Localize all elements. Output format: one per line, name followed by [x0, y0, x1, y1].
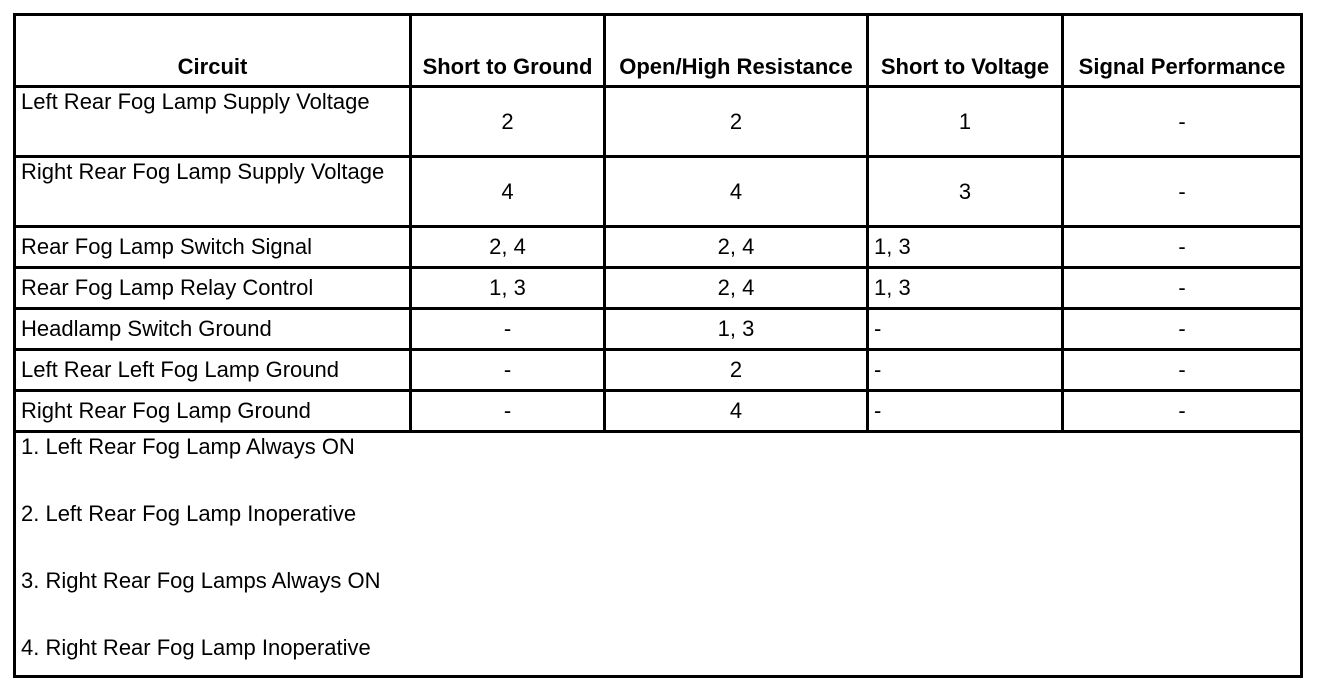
- open-high-resistance-cell: 2: [605, 87, 868, 157]
- note-item: 3. Right Rear Fog Lamps Always ON: [21, 568, 381, 593]
- signal-performance-cell: -: [1063, 268, 1302, 309]
- notes-cell: [15, 432, 1302, 677]
- table-row: [15, 157, 1302, 227]
- notes-row: [15, 432, 1302, 677]
- header-short-to-ground: Short to Ground: [411, 15, 605, 87]
- open-high-resistance-cell: 2, 4: [605, 268, 868, 309]
- short-to-voltage-cell: 3: [868, 157, 1063, 227]
- short-to-ground-cell: 2, 4: [411, 227, 605, 268]
- short-to-ground-cell: -: [411, 350, 605, 391]
- short-to-voltage-cell: -: [868, 391, 1063, 432]
- note-item: 4. Right Rear Fog Lamp Inoperative: [21, 635, 371, 660]
- signal-performance-cell: -: [1063, 309, 1302, 350]
- table-row: [15, 391, 1302, 432]
- header-open-high-resistance: Open/High Resistance: [605, 15, 868, 87]
- signal-performance-cell: -: [1063, 391, 1302, 432]
- open-high-resistance-cell: 1, 3: [605, 309, 868, 350]
- circuit-cell: Left Rear Left Fog Lamp Ground: [15, 350, 411, 391]
- circuit-diagnosis-table: [13, 13, 1303, 678]
- note-item: 2. Left Rear Fog Lamp Inoperative: [21, 501, 357, 526]
- open-high-resistance-cell: 2: [605, 350, 868, 391]
- table-row: [15, 309, 1302, 350]
- open-high-resistance-cell: 2, 4: [605, 227, 868, 268]
- short-to-voltage-cell: 1, 3: [868, 227, 1063, 268]
- header-circuit: Circuit: [15, 15, 411, 87]
- circuit-cell: Rear Fog Lamp Switch Signal: [15, 227, 411, 268]
- table-row: [15, 227, 1302, 268]
- short-to-voltage-cell: 1, 3: [868, 268, 1063, 309]
- signal-performance-cell: -: [1063, 350, 1302, 391]
- circuit-cell: Right Rear Fog Lamp Ground: [15, 391, 411, 432]
- signal-performance-cell: -: [1063, 227, 1302, 268]
- circuit-cell: Right Rear Fog Lamp Supply Voltage: [15, 157, 411, 227]
- open-high-resistance-cell: 4: [605, 391, 868, 432]
- open-high-resistance-cell: 4: [605, 157, 868, 227]
- note-item: 1. Left Rear Fog Lamp Always ON: [21, 434, 355, 459]
- circuit-cell: Rear Fog Lamp Relay Control: [15, 268, 411, 309]
- header-signal-performance: Signal Performance: [1063, 15, 1302, 87]
- short-to-voltage-cell: -: [868, 350, 1063, 391]
- short-to-voltage-cell: -: [868, 309, 1063, 350]
- short-to-voltage-cell: 1: [868, 87, 1063, 157]
- short-to-ground-cell: 1, 3: [411, 268, 605, 309]
- circuit-cell: Left Rear Fog Lamp Supply Voltage: [15, 87, 411, 157]
- table-row: [15, 87, 1302, 157]
- signal-performance-cell: -: [1063, 87, 1302, 157]
- circuit-cell: Headlamp Switch Ground: [15, 309, 411, 350]
- short-to-ground-cell: 2: [411, 87, 605, 157]
- short-to-ground-cell: -: [411, 391, 605, 432]
- table-row: [15, 268, 1302, 309]
- header-short-to-voltage: Short to Voltage: [868, 15, 1063, 87]
- table-row: [15, 350, 1302, 391]
- short-to-ground-cell: -: [411, 309, 605, 350]
- header-row: [15, 15, 1302, 87]
- short-to-ground-cell: 4: [411, 157, 605, 227]
- signal-performance-cell: -: [1063, 157, 1302, 227]
